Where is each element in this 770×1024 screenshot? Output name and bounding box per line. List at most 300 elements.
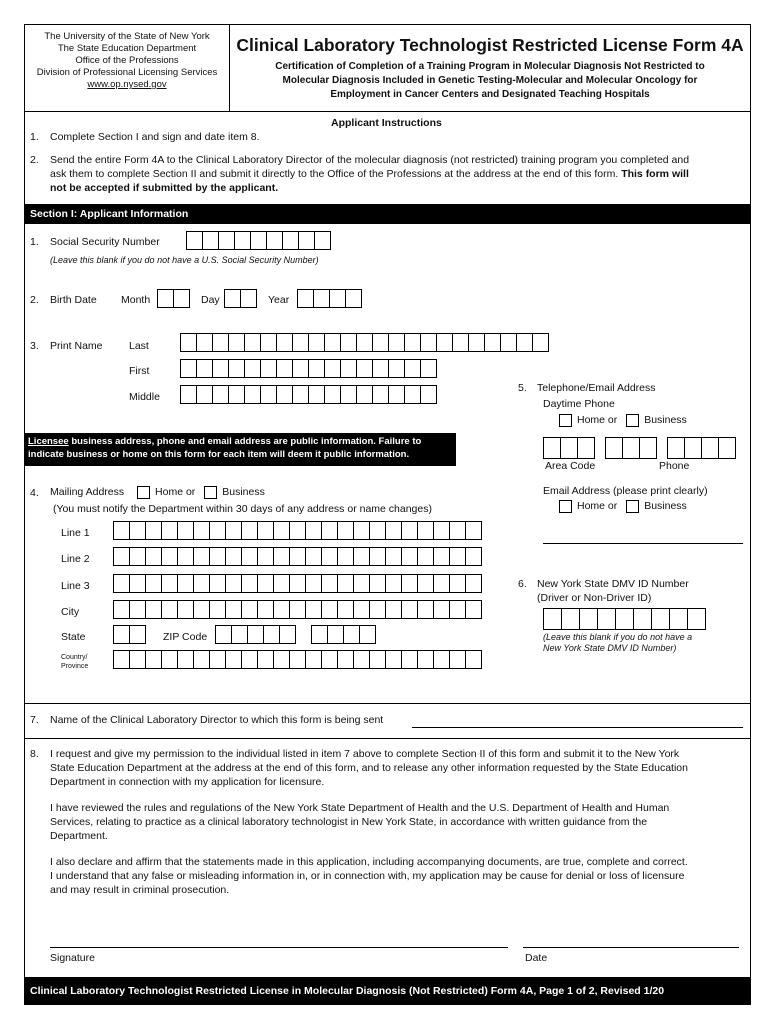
char-box[interactable] [417,600,434,619]
char-box[interactable] [465,521,482,540]
char-box[interactable] [433,547,450,566]
dmv-note [543,632,692,654]
char-box[interactable] [468,333,485,352]
char-box[interactable] [215,625,232,644]
declaration-p1 [50,747,750,789]
char-box[interactable] [337,650,354,669]
address-line1-boxes[interactable] [113,521,481,540]
char-box[interactable] [129,600,146,619]
phone-prefix-boxes[interactable] [605,437,656,459]
char-box[interactable] [257,521,274,540]
char-box[interactable] [228,359,245,378]
signature-label: Signature [50,952,95,964]
day-label: Day [201,294,220,306]
char-box[interactable] [224,289,241,308]
char-box[interactable] [401,521,418,540]
char-box[interactable] [145,574,162,593]
instruction-2-line: Send the entire Form 4A to the Clinical Laboratory Director of the molecular diagnosis (not restricted) training program you completed and [50,154,690,166]
char-box[interactable] [225,574,242,593]
char-box[interactable] [308,333,325,352]
char-box[interactable] [292,385,309,404]
char-box[interactable] [633,608,652,630]
char-box[interactable] [356,359,373,378]
char-box[interactable] [225,547,242,566]
char-box[interactable] [257,650,274,669]
char-box[interactable] [145,650,162,669]
char-box[interactable] [385,600,402,619]
char-box[interactable] [257,547,274,566]
char-box[interactable] [113,547,130,566]
middle-name-label: Middle [129,391,160,403]
declaration-line: and may result in criminal prosecution. [50,884,230,896]
state-boxes[interactable] [113,625,145,644]
mail-note: (You must notify the Department within 30 days of any address or name changes) [53,503,432,515]
char-box[interactable] [113,574,130,593]
char-box[interactable] [465,650,482,669]
char-box[interactable] [605,437,623,459]
char-box[interactable] [577,437,595,459]
char-box[interactable] [353,600,370,619]
char-box[interactable] [417,547,434,566]
char-box[interactable] [369,600,386,619]
char-box[interactable] [305,600,322,619]
ssn-boxes[interactable] [186,231,330,250]
char-box[interactable] [615,608,634,630]
char-box[interactable] [385,574,402,593]
char-box[interactable] [202,231,219,250]
char-box[interactable] [484,333,501,352]
char-box[interactable] [282,231,299,250]
char-box[interactable] [234,231,251,250]
char-box[interactable] [311,625,328,644]
char-box[interactable] [420,333,437,352]
char-box[interactable] [420,359,437,378]
char-box[interactable] [372,359,389,378]
char-box[interactable] [231,625,248,644]
char-box[interactable] [369,574,386,593]
dmv-boxes[interactable] [543,608,705,630]
char-box[interactable] [161,547,178,566]
char-box[interactable] [516,333,533,352]
char-box[interactable] [388,359,405,378]
char-box[interactable] [433,650,450,669]
char-box[interactable] [161,650,178,669]
char-box[interactable] [359,625,376,644]
char-box[interactable] [145,521,162,540]
char-box[interactable] [241,521,258,540]
mail-label: Mailing Address [50,486,125,498]
char-box[interactable] [560,437,578,459]
instruction-number: 2. [30,154,39,166]
char-box[interactable] [385,547,402,566]
char-box[interactable] [209,547,226,566]
char-box[interactable] [324,385,341,404]
middle-name-boxes[interactable] [180,385,436,404]
declaration-line: State Education Department at the address at the end of this form, and to release any other information requested by the State Education [50,762,688,774]
char-box[interactable] [684,437,702,459]
char-box[interactable] [356,385,373,404]
char-box[interactable] [353,574,370,593]
char-box[interactable] [129,574,146,593]
char-box[interactable] [289,600,306,619]
year-boxes[interactable] [297,289,361,308]
char-box[interactable] [225,650,242,669]
date-line[interactable] [523,947,739,948]
subtitle-line: Molecular Diagnosis Included in Genetic Testing-Molecular and Molecular Oncology for [282,75,698,86]
char-box[interactable] [401,600,418,619]
char-box[interactable] [404,385,421,404]
char-box[interactable] [701,437,719,459]
char-box[interactable] [193,600,210,619]
char-box[interactable] [639,437,657,459]
char-box[interactable] [321,574,338,593]
subtitle-line: Employment in Cancer Centers and Designated Teaching Hospitals [330,89,650,100]
char-box[interactable] [193,650,210,669]
char-box[interactable] [241,547,258,566]
title-block [229,24,751,112]
country-label-line: Country/ [61,654,88,661]
char-box[interactable] [228,385,245,404]
instruction-1: Complete Section I and sign and date item 8. [50,131,260,143]
director-name-line[interactable] [412,727,743,728]
char-box[interactable] [177,574,194,593]
first-name-label: First [129,365,150,377]
website-link[interactable]: www.op.nysed.gov [87,79,167,90]
char-box[interactable] [337,574,354,593]
country-boxes[interactable] [113,650,481,669]
char-box[interactable] [404,333,421,352]
char-box[interactable] [241,600,258,619]
char-box[interactable] [209,600,226,619]
char-box[interactable] [228,333,245,352]
char-box[interactable] [289,521,306,540]
char-box[interactable] [145,547,162,566]
char-box[interactable] [667,437,685,459]
char-box[interactable] [292,333,309,352]
char-box[interactable] [314,231,331,250]
zip-ext-boxes[interactable] [311,625,375,644]
char-box[interactable] [388,385,405,404]
char-box[interactable] [313,289,330,308]
char-box[interactable] [244,359,261,378]
char-box[interactable] [449,650,466,669]
char-box[interactable] [157,289,174,308]
char-box[interactable] [561,608,580,630]
phone-home-checkbox[interactable] [559,414,572,427]
char-box[interactable] [321,547,338,566]
address-line2-boxes[interactable] [113,547,481,566]
char-box[interactable] [276,359,293,378]
day-boxes[interactable] [224,289,256,308]
public-info-notice [24,433,456,466]
char-box[interactable] [196,385,213,404]
char-box[interactable] [177,600,194,619]
char-box[interactable] [193,547,210,566]
notice-line [28,435,452,448]
char-box[interactable] [177,547,194,566]
char-box[interactable] [186,231,203,250]
char-box[interactable] [449,574,466,593]
char-box[interactable] [193,574,210,593]
section-1-header: Section I: Applicant Information [24,204,751,224]
line1-label: Line 1 [61,527,90,539]
char-box[interactable] [337,600,354,619]
char-box[interactable] [669,608,688,630]
char-box[interactable] [177,650,194,669]
director-number: 7. [30,714,39,726]
char-box[interactable] [289,650,306,669]
char-box[interactable] [401,547,418,566]
char-box[interactable] [433,521,450,540]
char-box[interactable] [337,547,354,566]
char-box[interactable] [417,650,434,669]
line2-label: Line 2 [61,553,90,565]
char-box[interactable] [305,650,322,669]
country-label [61,653,88,671]
declaration-p3 [50,855,750,897]
char-box[interactable] [532,333,549,352]
char-box[interactable] [298,231,315,250]
year-label: Year [268,294,290,306]
phone-business-checkbox[interactable] [626,414,639,427]
char-box[interactable] [385,650,402,669]
char-box[interactable] [718,437,736,459]
char-box[interactable] [250,231,267,250]
char-box[interactable] [388,333,405,352]
char-box[interactable] [113,650,130,669]
char-box[interactable] [321,521,338,540]
char-box[interactable] [369,547,386,566]
char-box[interactable] [241,574,258,593]
char-box[interactable] [353,521,370,540]
business-label: Business [222,486,265,498]
notice-text: business address, phone and email address are public information. Failure to [71,436,422,447]
char-box[interactable] [417,574,434,593]
phone-email-label: Telephone/Email Address [537,382,656,394]
char-box[interactable] [343,625,360,644]
char-box[interactable] [436,333,453,352]
char-box[interactable] [356,333,373,352]
char-box[interactable] [305,521,322,540]
first-name-boxes[interactable] [180,359,436,378]
email-business-checkbox[interactable] [626,500,639,513]
char-box[interactable] [260,333,277,352]
char-box[interactable] [465,547,482,566]
char-box[interactable] [173,289,190,308]
dmv-number: 6. [518,578,527,590]
char-box[interactable] [417,521,434,540]
month-boxes[interactable] [157,289,189,308]
char-box[interactable] [433,600,450,619]
char-box[interactable] [113,600,130,619]
agency-line: Office of the Professions [75,55,179,66]
email-type [559,499,687,513]
char-box[interactable] [305,547,322,566]
char-box[interactable] [241,650,258,669]
char-box[interactable] [113,521,130,540]
daytime-phone-label: Daytime Phone [543,398,615,410]
char-box[interactable] [263,625,280,644]
mail-business-checkbox[interactable] [204,486,217,499]
char-box[interactable] [161,574,178,593]
state-label: State [61,631,86,643]
char-box[interactable] [324,359,341,378]
char-box[interactable] [247,625,264,644]
char-box[interactable] [180,385,197,404]
char-box[interactable] [369,650,386,669]
char-box[interactable] [273,650,290,669]
month-label: Month [121,294,151,306]
char-box[interactable] [340,333,357,352]
char-box[interactable] [196,359,213,378]
char-box[interactable] [273,521,290,540]
char-box[interactable] [279,625,296,644]
char-box[interactable] [209,521,226,540]
footer-bar: Clinical Laboratory Technologist Restricted License in Molecular Diagnosis (Not Restricted) Form 4A, Page 1 of 2, Revised 1/20 [24,977,751,1005]
char-box[interactable] [329,289,346,308]
char-box[interactable] [321,600,338,619]
char-box[interactable] [449,521,466,540]
email-line[interactable] [543,543,743,544]
birth-label: Birth Date [50,294,97,306]
business-label: Business [644,500,687,512]
char-box[interactable] [404,359,421,378]
char-box[interactable] [193,521,210,540]
char-box[interactable] [449,600,466,619]
char-box[interactable] [372,333,389,352]
char-box[interactable] [273,600,290,619]
zip-boxes[interactable] [215,625,295,644]
char-box[interactable] [597,608,616,630]
char-box[interactable] [340,359,357,378]
char-box[interactable] [240,289,257,308]
char-box[interactable] [161,521,178,540]
char-box[interactable] [145,600,162,619]
char-box[interactable] [369,521,386,540]
char-box[interactable] [257,574,274,593]
char-box[interactable] [452,333,469,352]
date-label: Date [525,952,548,964]
char-box[interactable] [180,359,197,378]
char-box[interactable] [260,359,277,378]
char-box[interactable] [273,547,290,566]
char-box[interactable] [622,437,640,459]
instructions-heading: Applicant Instructions [331,117,442,129]
area-code-boxes[interactable] [543,437,594,459]
char-box[interactable] [385,521,402,540]
char-box[interactable] [337,521,354,540]
phone-line-boxes[interactable] [667,437,735,459]
char-box[interactable] [129,547,146,566]
char-box[interactable] [289,574,306,593]
char-box[interactable] [273,574,290,593]
char-box[interactable] [212,385,229,404]
char-box[interactable] [209,574,226,593]
declaration-line: I have reviewed the rules and regulations of the New York State Department of Health and the U.S. Department of Health and Human [50,802,670,814]
char-box[interactable] [321,650,338,669]
char-box[interactable] [276,333,293,352]
char-box[interactable] [308,385,325,404]
char-box[interactable] [420,385,437,404]
declaration-line: I request and give my permission to the individual listed in item 7 above to complete Section II of this form and submit it to the New York [50,748,680,760]
city-boxes[interactable] [113,600,481,619]
char-box[interactable] [297,289,314,308]
instruction-2-warning: not be accepted if submitted by the applicant. [50,182,279,194]
char-box[interactable] [225,600,242,619]
last-name-boxes[interactable] [180,333,548,352]
char-box[interactable] [687,608,706,630]
email-home-checkbox[interactable] [559,500,572,513]
char-box[interactable] [372,385,389,404]
declaration-line: I understand that any false or misleading information in, or in connection with, my application may be cause for denial or loss of licensure [50,870,685,882]
business-label: Business [644,414,687,426]
char-box[interactable] [465,600,482,619]
char-box[interactable] [212,359,229,378]
city-label: City [61,606,80,618]
char-box[interactable] [260,385,277,404]
agency-line: The University of the State of New York [44,31,210,42]
char-box[interactable] [433,574,450,593]
char-box[interactable] [401,650,418,669]
char-box[interactable] [218,231,235,250]
char-box[interactable] [196,333,213,352]
char-box[interactable] [324,333,341,352]
char-box[interactable] [129,625,146,644]
char-box[interactable] [305,574,322,593]
char-box[interactable] [449,547,466,566]
dmv-sublabel: (Driver or Non-Driver ID) [537,592,652,604]
char-box[interactable] [129,521,146,540]
char-box[interactable] [465,574,482,593]
dmv-label: New York State DMV ID Number [537,578,689,590]
char-box[interactable] [161,600,178,619]
char-box[interactable] [340,385,357,404]
char-box[interactable] [543,437,561,459]
char-box[interactable] [353,547,370,566]
char-box[interactable] [651,608,670,630]
signature-line[interactable] [50,947,508,948]
char-box[interactable] [212,333,229,352]
char-box[interactable] [500,333,517,352]
char-box[interactable] [177,521,194,540]
ssn-label: Social Security Number [50,236,160,248]
char-box[interactable] [225,521,242,540]
char-box[interactable] [345,289,362,308]
char-box[interactable] [244,385,261,404]
char-box[interactable] [327,625,344,644]
form-title: Clinical Laboratory Technologist Restricted License Form 4A [236,35,744,55]
char-box[interactable] [257,600,274,619]
char-box[interactable] [209,650,226,669]
char-box[interactable] [308,359,325,378]
char-box[interactable] [266,231,283,250]
dmv-note-line: New York State DMV ID Number) [543,643,677,653]
char-box[interactable] [276,385,293,404]
char-box[interactable] [401,574,418,593]
char-box[interactable] [292,359,309,378]
declaration-line: Department in connection with my application for licensure. [50,776,325,788]
mail-home-checkbox[interactable] [137,486,150,499]
char-box[interactable] [113,625,130,644]
char-box[interactable] [543,608,562,630]
char-box[interactable] [129,650,146,669]
char-box[interactable] [180,333,197,352]
char-box[interactable] [579,608,598,630]
char-box[interactable] [353,650,370,669]
char-box[interactable] [244,333,261,352]
address-line3-boxes[interactable] [113,574,481,593]
char-box[interactable] [289,547,306,566]
